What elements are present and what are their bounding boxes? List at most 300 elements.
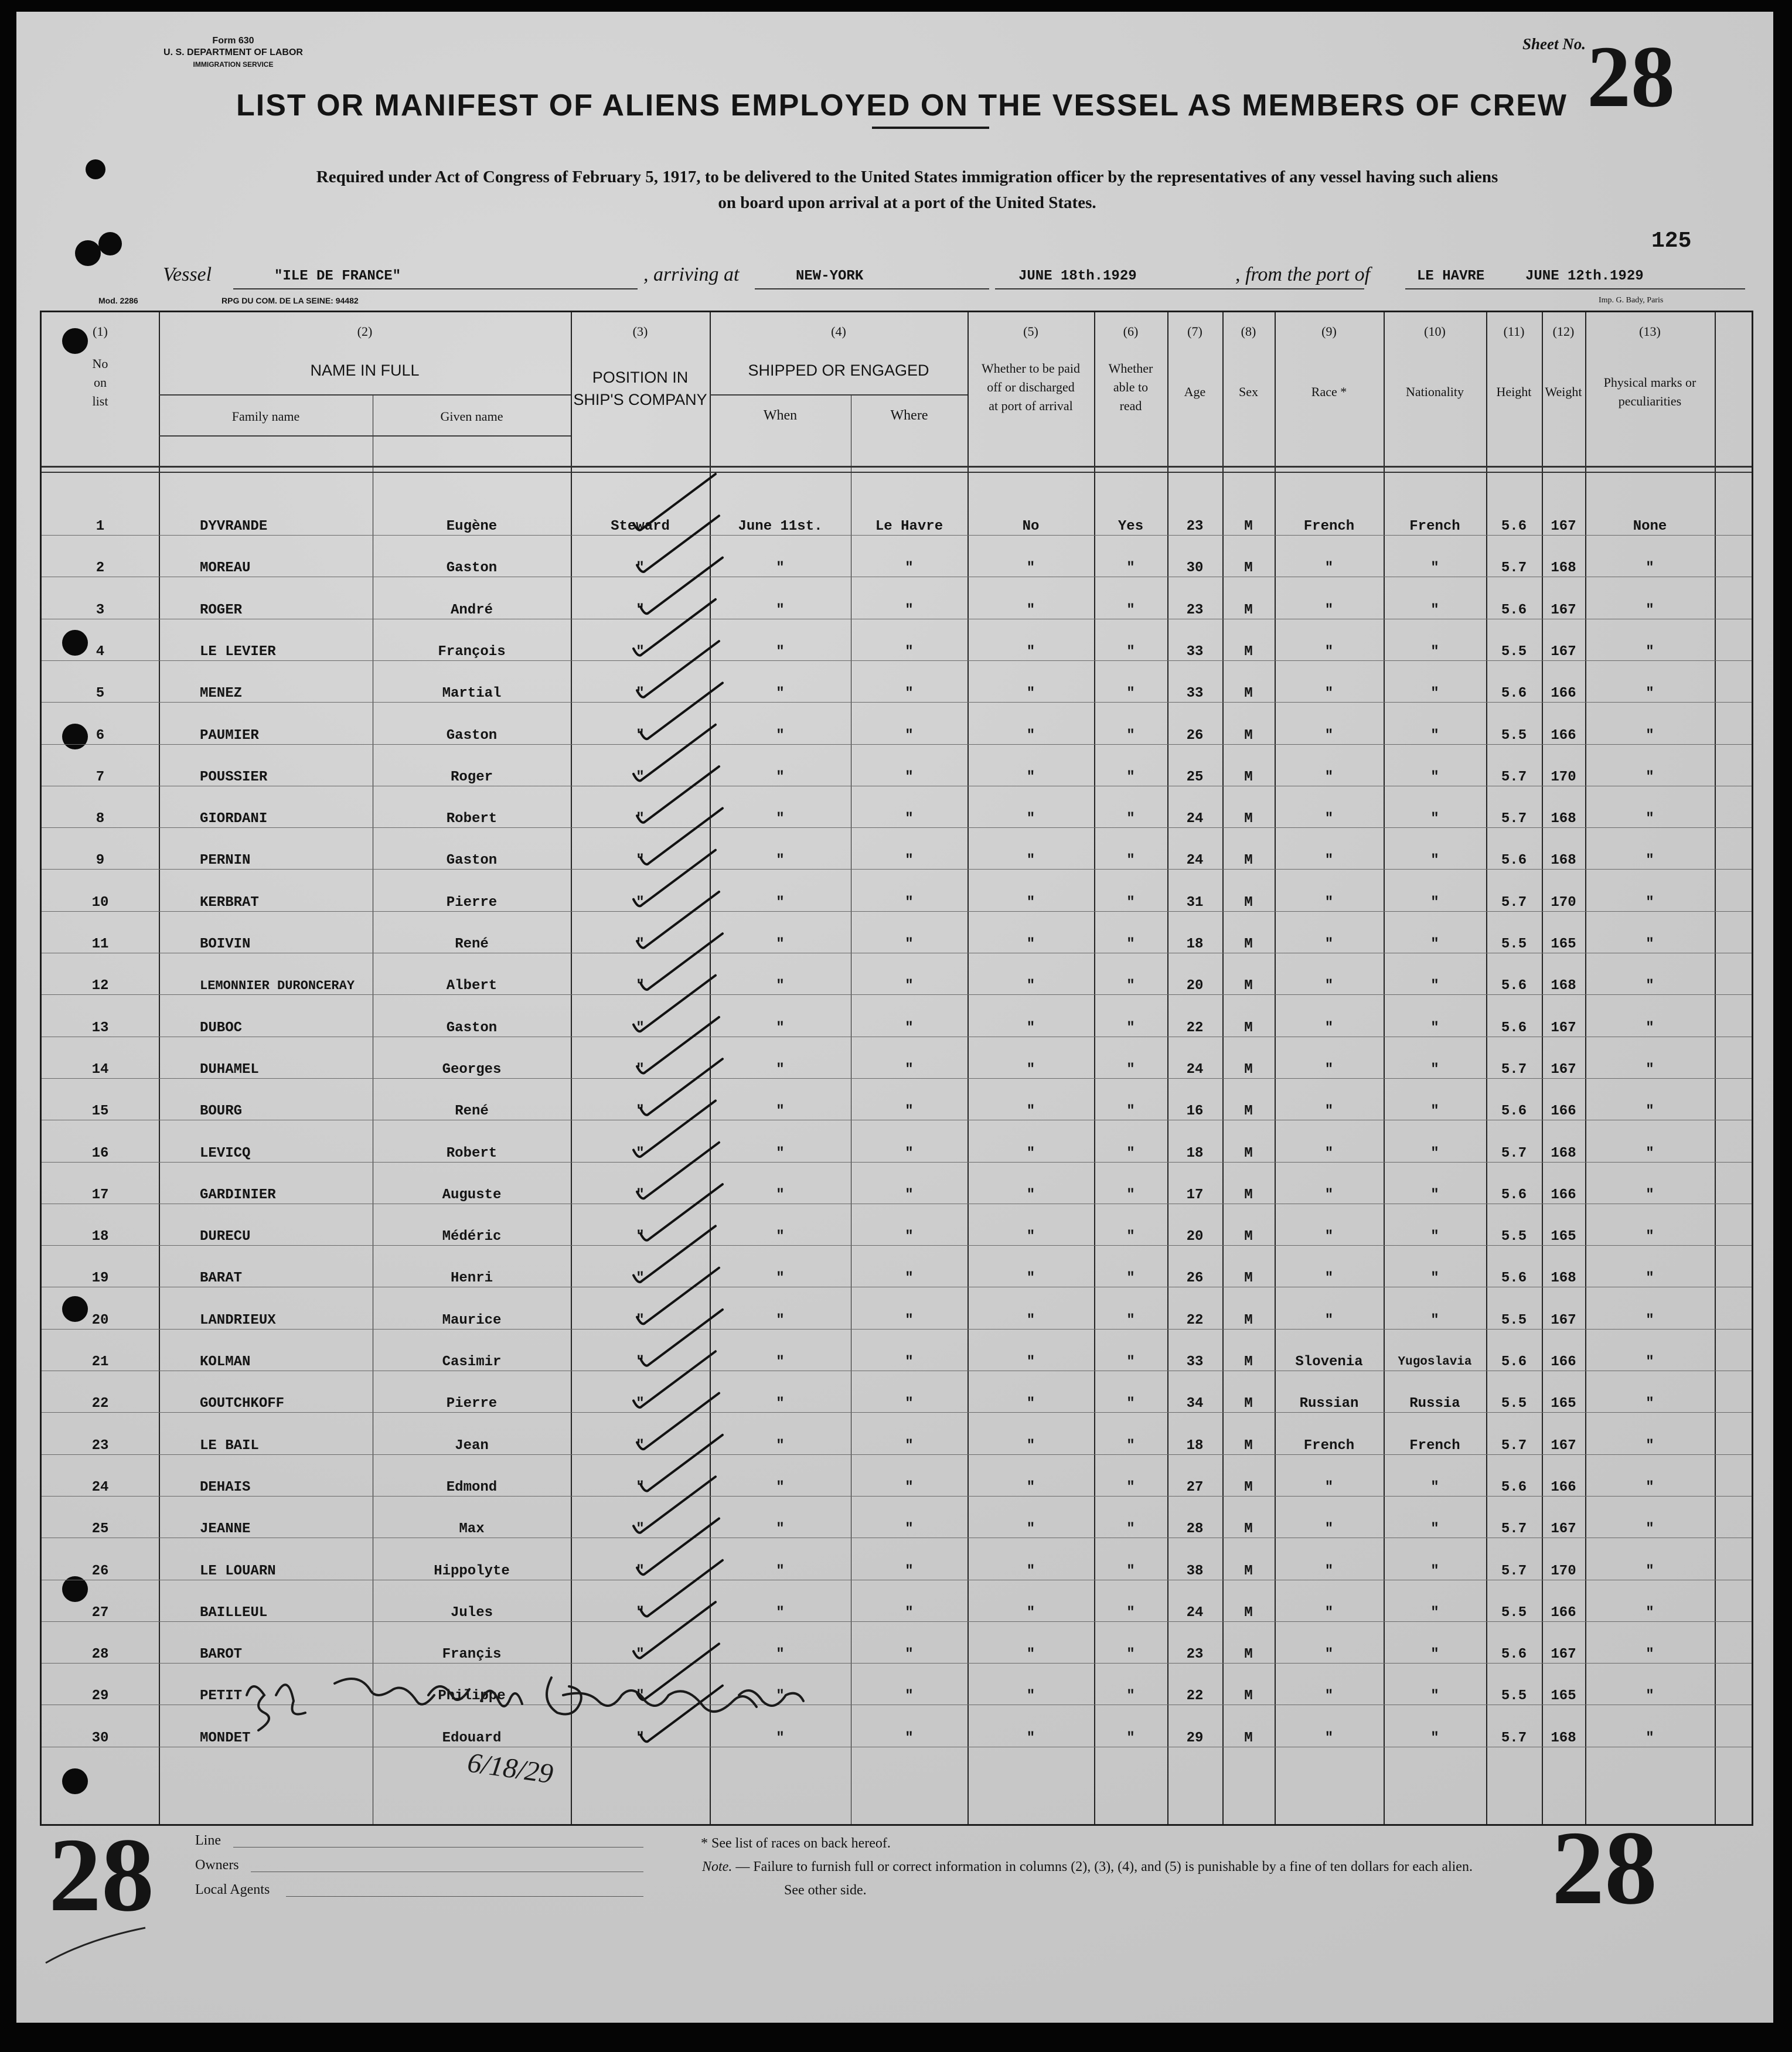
cell-race: " (1324, 1521, 1334, 1538)
col-head-nationality: Nationality (1406, 384, 1464, 399)
cell-weight: 167 (1551, 643, 1576, 660)
cell-height: 5.6 (1501, 1270, 1527, 1287)
cell-read: " (1126, 769, 1135, 785)
cell-nationality: " (1430, 727, 1439, 744)
cell-where: " (905, 1604, 914, 1621)
cell-age: 22 (1186, 1312, 1204, 1328)
cell-position: " (636, 1270, 645, 1287)
cell-read: " (1126, 1103, 1135, 1120)
cell-marks: " (1645, 643, 1654, 660)
note-label: Note. (702, 1859, 733, 1874)
cell-age: 18 (1186, 936, 1204, 952)
cell-when: June 11st. (738, 519, 823, 534)
checkmark-stroke (633, 1477, 716, 1533)
cell-height: 5.7 (1501, 894, 1527, 911)
cell-when: " (776, 1521, 785, 1538)
cell-nationality: " (1430, 1521, 1439, 1538)
cell-weight: 167 (1551, 1437, 1576, 1454)
cell-height: 5.7 (1501, 769, 1527, 785)
cell-given: Edouard (442, 1730, 502, 1746)
cell-where: " (905, 1061, 914, 1078)
cell-paid: No (1022, 519, 1040, 534)
table-row (42, 506, 1752, 548)
cell-age: 30 (1186, 560, 1204, 577)
cell-marks: " (1645, 978, 1654, 994)
printer-registration: RPG DU COM. DE LA SEINE: 94482 (222, 296, 359, 305)
cell-read: " (1126, 894, 1135, 911)
col-num-5: (5) (1023, 324, 1038, 339)
cell-given: Edmond (446, 1479, 498, 1495)
cell-family: BAILLEUL (200, 1604, 268, 1621)
cell-age: 23 (1186, 519, 1204, 534)
requirement-line-1: Required under Act of Congress of February 5, 1917, to be delivered to the United States immigration officer by the representatives of any vessel having such aliens (316, 168, 1498, 186)
cell-race: " (1324, 1647, 1334, 1663)
cell-family: MONDET (200, 1730, 251, 1746)
cell-paid: " (1026, 1521, 1035, 1538)
cell-nationality: " (1430, 1270, 1439, 1287)
cell-position: " (636, 1020, 645, 1036)
cell-marks: " (1645, 1521, 1654, 1538)
cell-sex: M (1244, 1688, 1253, 1705)
cell-weight: 167 (1551, 519, 1576, 534)
col-head-given: Given name (440, 409, 503, 424)
cell-weight: 165 (1551, 1688, 1576, 1705)
cell-position: " (636, 1354, 645, 1370)
punch-hole (75, 240, 101, 266)
cell-weight: 165 (1551, 1396, 1576, 1412)
col-num-10: (10) (1424, 324, 1446, 339)
cell-family: JEANNE (200, 1521, 251, 1538)
cell-family: ROGER (200, 602, 243, 618)
punch-hole (86, 159, 105, 179)
cell-marks: " (1645, 1187, 1654, 1203)
cell-when: " (776, 560, 785, 577)
cell-given: Philippe (438, 1688, 506, 1705)
cell-read: " (1126, 811, 1135, 827)
cell-given: Casimir (442, 1354, 502, 1370)
cell-family: KERBRAT (200, 894, 259, 911)
table-row (42, 1425, 1752, 1467)
col-num-11: (11) (1503, 324, 1525, 339)
checkmark-stroke (633, 1602, 716, 1658)
cell-paid: " (1026, 1563, 1035, 1579)
cell-weight: 167 (1551, 602, 1576, 618)
table-row (42, 1467, 1752, 1509)
cell-read: " (1126, 1312, 1135, 1328)
cell-family: DUBOC (200, 1020, 243, 1036)
cell-given: René (455, 936, 489, 952)
cell-where: " (905, 853, 914, 869)
cell-no: 23 (91, 1437, 109, 1454)
cell-paid: " (1026, 1187, 1035, 1203)
arrival-date: JUNE 18th.1929 (1018, 268, 1137, 284)
cell-race: " (1324, 1061, 1334, 1078)
sheet-number-bottom-right: 28 (1552, 1809, 1657, 1926)
cell-given: Eugène (446, 519, 498, 534)
cell-race: " (1324, 1229, 1334, 1245)
cell-read: " (1126, 1647, 1135, 1663)
cell-race: " (1324, 1145, 1334, 1161)
punch-hole (98, 232, 122, 255)
col-num-8: (8) (1241, 324, 1256, 339)
cell-family: LEMONNIER DURONCERAY (200, 979, 355, 994)
cell-read: " (1126, 1563, 1135, 1579)
cell-where: " (905, 643, 914, 660)
cell-nationality: " (1430, 894, 1439, 911)
cell-position: " (636, 1730, 645, 1746)
cell-nationality: " (1430, 1020, 1439, 1036)
cell-height: 5.7 (1501, 1061, 1527, 1078)
cell-marks: " (1645, 1354, 1654, 1370)
cell-where: " (905, 1312, 914, 1328)
table-row (42, 1592, 1752, 1634)
cell-marks: " (1645, 1145, 1654, 1161)
cell-age: 22 (1186, 1020, 1204, 1036)
cell-paid: " (1026, 643, 1035, 660)
cell-nationality: " (1430, 643, 1439, 660)
cell-where: " (905, 1020, 914, 1036)
cell-when: " (776, 978, 785, 994)
cell-where: " (905, 1647, 914, 1663)
cell-age: 22 (1186, 1688, 1204, 1705)
cell-paid: " (1026, 1061, 1035, 1078)
cell-age: 34 (1186, 1396, 1204, 1412)
cell-family: PERNIN (200, 853, 251, 869)
cell-marks: " (1645, 560, 1654, 577)
cell-marks: " (1645, 936, 1654, 952)
cell-race: " (1324, 811, 1334, 827)
cell-weight: 168 (1551, 560, 1576, 577)
checkmark-stroke (633, 976, 716, 1032)
cell-family: POUSSIER (200, 769, 268, 785)
cell-when: " (776, 643, 785, 660)
cell-read: " (1126, 1479, 1135, 1495)
table-row (42, 1550, 1752, 1593)
cell-race: " (1324, 936, 1334, 952)
cell-race: " (1324, 1270, 1334, 1287)
cell-nationality: " (1430, 1479, 1439, 1495)
cell-when: " (776, 1229, 785, 1245)
cell-weight: 167 (1551, 1647, 1576, 1663)
cell-where: " (905, 894, 914, 911)
cell-read: " (1126, 1521, 1135, 1538)
cell-read: " (1126, 1437, 1135, 1454)
cell-when: " (776, 1061, 785, 1078)
cell-age: 16 (1186, 1103, 1204, 1120)
cell-when: " (776, 602, 785, 618)
cell-age: 33 (1186, 686, 1204, 702)
cell-weight: 170 (1551, 894, 1576, 911)
cell-where: " (905, 602, 914, 618)
cell-no: 14 (91, 1061, 109, 1078)
cell-weight: 166 (1551, 1479, 1576, 1495)
cell-sex: M (1244, 560, 1253, 577)
cell-nationality: " (1430, 1688, 1439, 1705)
cell-weight: 166 (1551, 1103, 1576, 1120)
cell-weight: 165 (1551, 936, 1576, 952)
cell-given: Max (459, 1521, 485, 1538)
cell-race: " (1324, 1604, 1334, 1621)
cell-sex: M (1244, 1437, 1253, 1454)
cell-nationality: " (1430, 1604, 1439, 1621)
cell-height: 5.6 (1501, 1187, 1527, 1203)
col-num-3: (3) (632, 324, 648, 339)
checkmark-stroke (633, 474, 716, 530)
cell-height: 5.5 (1501, 1396, 1527, 1412)
cell-when: " (776, 1437, 785, 1454)
cell-paid: " (1026, 769, 1035, 785)
table-row (42, 1300, 1752, 1342)
cell-position: " (636, 1479, 645, 1495)
cell-marks: " (1645, 1396, 1654, 1412)
cell-marks: " (1645, 1479, 1654, 1495)
table-row (42, 1133, 1752, 1175)
cell-read: " (1126, 1730, 1135, 1746)
line-label: Line (195, 1833, 221, 1848)
cell-nationality: Russia (1409, 1396, 1460, 1412)
cell-position: " (636, 602, 645, 618)
vessel-line (163, 264, 1745, 293)
table-row (42, 923, 1752, 966)
cell-when: " (776, 853, 785, 869)
cell-family: BOURG (200, 1103, 243, 1120)
col-num-6: (6) (1123, 324, 1139, 339)
cell-height: 5.7 (1501, 1145, 1527, 1161)
cell-when: " (776, 811, 785, 827)
cell-weight: 170 (1551, 1563, 1576, 1579)
cell-sex: M (1244, 1061, 1253, 1078)
cell-nationality: " (1430, 978, 1439, 994)
cell-race: " (1324, 560, 1334, 577)
cell-height: 5.5 (1501, 1688, 1527, 1705)
cell-no: 11 (91, 936, 109, 952)
cell-marks: " (1645, 1563, 1654, 1579)
cell-given: Maurice (442, 1312, 502, 1328)
cell-paid: " (1026, 686, 1035, 702)
checkmark-stroke (633, 599, 716, 656)
cell-when: " (776, 1103, 785, 1120)
cell-height: 5.6 (1501, 602, 1527, 618)
cell-paid: " (1026, 1396, 1035, 1412)
races-note: * See list of races on back hereof. (701, 1836, 891, 1851)
col-num-4: (4) (831, 324, 846, 339)
cell-when: " (776, 1270, 785, 1287)
cell-when: " (776, 1688, 785, 1705)
cell-position: " (636, 894, 645, 911)
cell-marks: " (1645, 1688, 1654, 1705)
col-head-weight: Weight (1545, 384, 1582, 399)
cell-age: 25 (1186, 769, 1204, 785)
cell-race: French (1303, 519, 1355, 534)
cell-race: " (1324, 1563, 1334, 1579)
cell-marks: " (1645, 1312, 1654, 1328)
cell-read: " (1126, 853, 1135, 869)
cell-family: DYVRANDE (200, 519, 268, 534)
cell-no: 17 (91, 1187, 109, 1203)
cell-given: Médéric (442, 1229, 502, 1245)
cell-position: " (636, 1187, 645, 1203)
cell-height: 5.7 (1501, 1730, 1527, 1746)
cell-family: DURECU (200, 1229, 251, 1245)
cell-read: " (1126, 936, 1135, 952)
cell-read: " (1126, 602, 1135, 618)
cell-paid: " (1026, 1312, 1035, 1328)
departure-port: LE HAVRE (1417, 268, 1485, 284)
cell-no: 20 (91, 1312, 109, 1328)
cell-height: 5.5 (1501, 936, 1527, 952)
cell-height: 5.7 (1501, 560, 1527, 577)
cell-race: Slovenia (1295, 1354, 1363, 1370)
cell-race: " (1324, 727, 1334, 744)
cell-paid: " (1026, 1270, 1035, 1287)
cell-weight: 167 (1551, 1521, 1576, 1538)
cell-race: Russian (1299, 1396, 1359, 1412)
model-number: Mod. 2286 (98, 296, 138, 305)
cell-no: 8 (96, 811, 105, 827)
cell-no: 24 (91, 1479, 109, 1495)
table-row (42, 1508, 1752, 1550)
cell-age: 18 (1186, 1437, 1204, 1454)
manifest-sheet (16, 12, 1773, 2023)
col-head-when: When (763, 408, 798, 423)
cell-family: DEHAIS (200, 1479, 251, 1495)
cell-given: Georges (442, 1061, 502, 1078)
cell-weight: 167 (1551, 1061, 1576, 1078)
cell-marks: " (1645, 602, 1654, 618)
cell-nationality: " (1430, 1229, 1439, 1245)
cell-nationality: " (1430, 936, 1439, 952)
cell-given: François (438, 643, 506, 660)
cell-position: " (636, 727, 645, 744)
cell-given: Henri (450, 1270, 493, 1287)
handwritten-date: 6/18/29 (465, 1747, 556, 1790)
cell-where: " (905, 727, 914, 744)
checkmark-stroke (633, 1101, 716, 1157)
checkmark-stroke (633, 850, 716, 906)
col-num-9: (9) (1321, 324, 1337, 339)
cell-position: " (636, 1604, 645, 1621)
cell-nationality: " (1430, 1187, 1439, 1203)
cell-sex: M (1244, 1563, 1253, 1579)
cell-where: " (905, 1479, 914, 1495)
cell-race: " (1324, 643, 1334, 660)
cell-age: 23 (1186, 1647, 1204, 1663)
table-row (42, 589, 1752, 632)
cell-no: 18 (91, 1229, 109, 1245)
cell-nationality: " (1430, 1312, 1439, 1328)
cell-position: " (636, 1229, 645, 1245)
cell-paid: " (1026, 1145, 1035, 1161)
cell-given: Auguste (442, 1187, 502, 1203)
cell-no: 16 (91, 1145, 109, 1161)
cell-age: 24 (1186, 853, 1204, 869)
cell-read: " (1126, 1396, 1135, 1412)
cell-weight: 167 (1551, 1312, 1576, 1328)
cell-race: " (1324, 1103, 1334, 1120)
cell-no: 4 (96, 643, 105, 660)
cell-given: Gaston (446, 560, 498, 577)
department-name: U. S. DEPARTMENT OF LABOR (163, 47, 303, 57)
cell-nationality: " (1430, 1145, 1439, 1161)
cell-race: " (1324, 769, 1334, 785)
cell-read: " (1126, 978, 1135, 994)
cell-sex: M (1244, 1145, 1253, 1161)
crew-rows (42, 473, 1752, 1824)
cell-sex: M (1244, 769, 1253, 785)
cell-race: " (1324, 1312, 1334, 1328)
form-number: Form 630 (212, 36, 254, 46)
cell-position: " (636, 560, 645, 577)
cell-when: " (776, 1020, 785, 1036)
cell-weight: 168 (1551, 853, 1576, 869)
col-head-shipped: SHIPPED OR ENGAGED (748, 362, 929, 379)
cell-position: " (636, 811, 645, 827)
cell-position: " (636, 1647, 645, 1663)
cell-age: 33 (1186, 1354, 1204, 1370)
col-head-where: Where (890, 408, 928, 423)
service-name: IMMIGRATION SERVICE (193, 60, 274, 69)
cell-paid: " (1026, 1020, 1035, 1036)
col-num-2: (2) (357, 324, 373, 339)
printer-name: Imp. G. Bady, Paris (1599, 296, 1664, 305)
owners-label: Owners (195, 1857, 239, 1873)
cell-race: " (1324, 1730, 1334, 1746)
cell-read: " (1126, 1229, 1135, 1245)
cell-position: " (636, 1521, 645, 1538)
cell-sex: M (1244, 602, 1253, 618)
cell-sex: M (1244, 1312, 1253, 1328)
arrival-port: NEW-YORK (796, 268, 864, 284)
cell-when: " (776, 1145, 785, 1161)
cell-age: 31 (1186, 894, 1204, 911)
cell-family: LE BAIL (200, 1437, 259, 1454)
table-row (42, 840, 1752, 882)
cell-read: " (1126, 1061, 1135, 1078)
cell-age: 28 (1186, 1521, 1204, 1538)
cell-nationality: " (1430, 769, 1439, 785)
cell-no: 28 (91, 1647, 109, 1663)
cell-given: Jean (455, 1437, 489, 1454)
cell-marks: " (1645, 1647, 1654, 1663)
cell-when: " (776, 727, 785, 744)
cell-read: " (1126, 1145, 1135, 1161)
cell-family: BOIVIN (200, 936, 251, 952)
cell-position: Steward (611, 519, 670, 534)
cell-position: " (636, 1061, 645, 1078)
cell-race: " (1324, 1688, 1334, 1705)
checkmark-stroke (633, 1351, 716, 1407)
cell-nationality: " (1430, 602, 1439, 618)
cell-no: 30 (91, 1730, 109, 1746)
cell-weight: 168 (1551, 978, 1576, 994)
cell-height: 5.7 (1501, 1437, 1527, 1454)
cell-paid: " (1026, 602, 1035, 618)
cell-weight: 166 (1551, 1604, 1576, 1621)
cell-family: BAROT (200, 1647, 243, 1663)
cell-family: LE LEVIER (200, 643, 276, 660)
table-row (42, 715, 1752, 757)
cell-where: " (905, 1229, 914, 1245)
cell-when: " (776, 1563, 785, 1579)
cell-given: René (455, 1103, 489, 1120)
cell-nationality: " (1430, 1563, 1439, 1579)
cell-paid: " (1026, 1479, 1035, 1495)
cell-age: 20 (1186, 978, 1204, 994)
cell-race: " (1324, 1187, 1334, 1203)
cell-given: Pierre (446, 1396, 498, 1412)
cell-paid: " (1026, 853, 1035, 869)
checkmark-stroke (633, 1226, 716, 1282)
